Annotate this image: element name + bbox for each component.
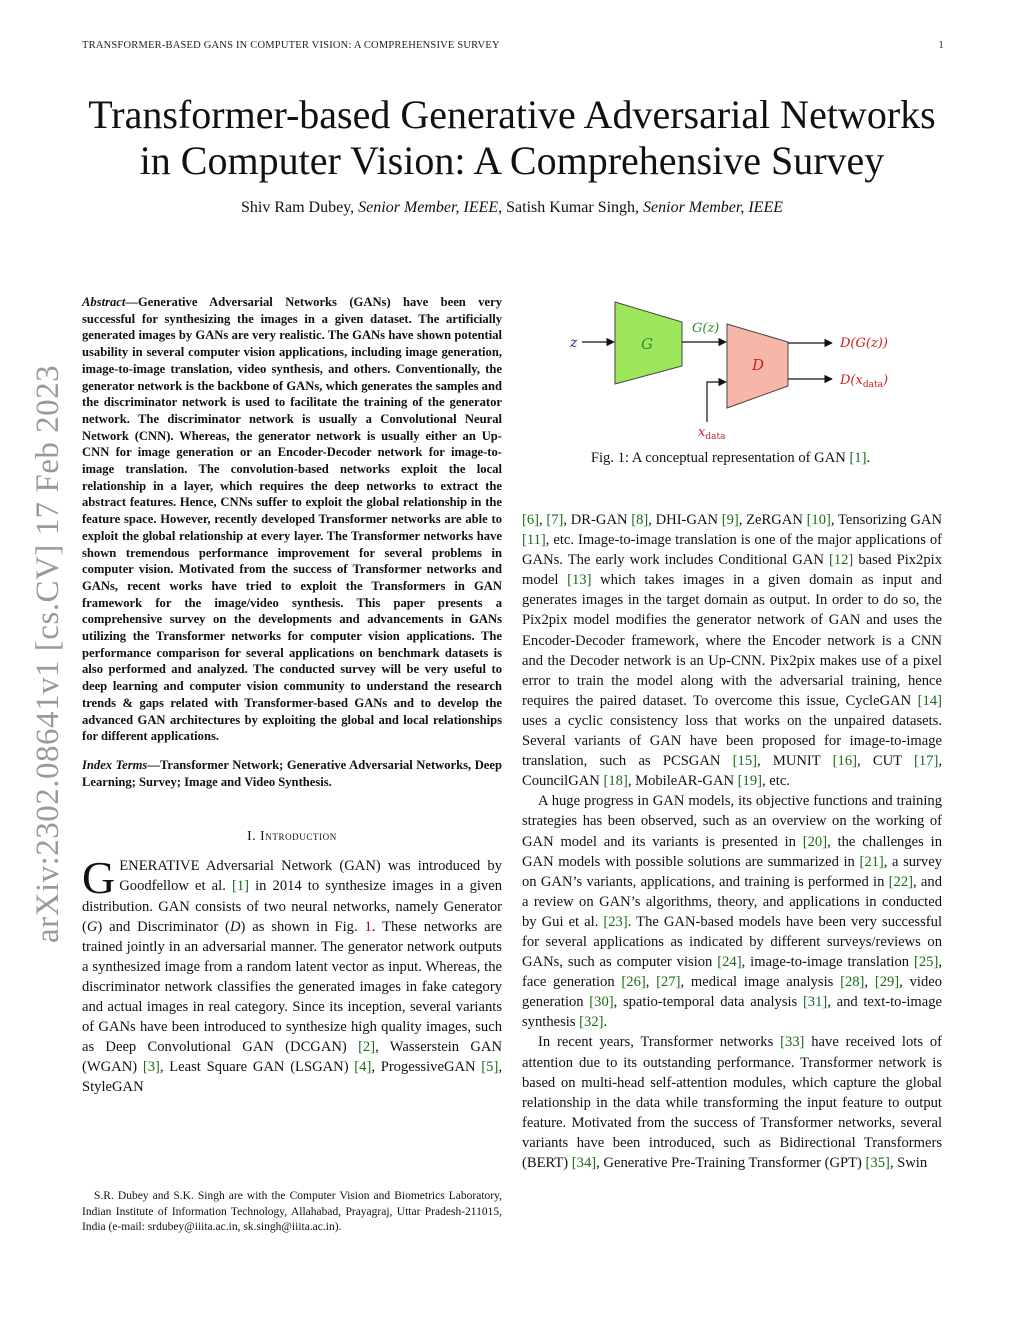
text-run: , and a review on GAN’s algorithms, theory, and applications in conducted by Gui et al. <box>522 873 942 930</box>
citation-link[interactable]: [1] <box>231 878 249 895</box>
index-terms-text: —Transformer Network; Generative Adversarial Networks, Deep Learning; Survey; Image and Video Synthesis. <box>82 757 502 789</box>
text-run: , Wasserstein GAN (WGAN) <box>82 1039 502 1076</box>
text-run: , face generation <box>522 954 942 991</box>
author-1-role: Senior Member, IEEE <box>358 199 499 216</box>
text-run: , a survey on GAN’s variants, applications, and training is performed in <box>522 853 942 890</box>
affiliation-footnote <box>82 1189 502 1236</box>
running-head <box>82 40 944 56</box>
text-run: uses a cyclic consistency loss that works on the unpaired datasets. Several variants of GAN have been proposed for image-to-image translation, such as PCSGAN <box>522 712 942 770</box>
author-list <box>60 199 964 217</box>
figure-link[interactable]: 1 <box>364 918 372 935</box>
citation-link[interactable]: [24] <box>717 954 742 971</box>
text-run: have received lots of attention due to its outstanding performance. Transformer network is based on multi-head self-attention modules, which capture the global relationship in the data while transforming the input feature to output feature. Motivated from the success of Transformer networks, several variants have been introduced, such as Bidirectional Transformers (BERT) <box>522 1034 942 1171</box>
text-run: , StyleGAN <box>82 1059 502 1096</box>
citation-link[interactable]: [23] <box>603 913 628 930</box>
section-title: Introduction <box>260 828 337 844</box>
index-terms-label: Index Terms <box>82 757 148 772</box>
citation-link[interactable]: [33] <box>780 1034 805 1051</box>
left-column <box>82 294 502 1098</box>
text-run: ) as shown in Fig. <box>240 918 365 935</box>
citation-link[interactable]: [14] <box>917 692 942 709</box>
citation-link[interactable]: [21] <box>859 853 884 870</box>
text-run: , ProgessiveGAN <box>371 1059 482 1076</box>
text-run: , CUT <box>856 753 915 770</box>
text-run: , etc. <box>762 773 790 790</box>
text-run: , DHI-GAN <box>648 512 722 528</box>
text-run: , medical image analysis <box>680 974 841 991</box>
dropcap: G <box>82 852 116 904</box>
text-run: In recent years, Transformer networks <box>538 1034 781 1051</box>
citation-link[interactable]: [12] <box>828 552 854 569</box>
text-run: , spatio-temporal data analysis <box>613 994 803 1011</box>
page-number: 1 <box>938 40 944 51</box>
citation-link[interactable]: [17] <box>914 753 939 770</box>
text-run: , Generative Pre-Training Transformer (GPT) <box>596 1155 866 1171</box>
citation-link[interactable]: [30] <box>589 994 614 1011</box>
text-run: , Swin <box>889 1155 928 1171</box>
citation-link[interactable]: [34] <box>571 1155 597 1171</box>
section-heading <box>82 828 502 844</box>
x-data-label: $x_{data}$ <box>698 425 726 442</box>
right-paragraph-2 <box>522 791 942 1032</box>
paper-title <box>40 92 984 184</box>
text-run: , CouncilGAN <box>522 753 942 790</box>
math-symbol: G <box>86 918 98 935</box>
text-run: , <box>645 974 657 991</box>
citation-link[interactable]: [9] <box>721 512 739 528</box>
text-run: based Pix2pix model <box>522 552 942 589</box>
abstract <box>82 294 502 745</box>
generator-output-label: G(z) <box>692 321 720 336</box>
citation-link[interactable]: [2] <box>358 1039 376 1056</box>
author-2-name: Satish Kumar Singh, <box>506 199 640 216</box>
text-run: in 2014 to synthesize images in a given distribution. GAN consists of two neural networks, namely Generator ( <box>82 878 502 935</box>
caption-text: Fig. 1: A conceptual representation of GAN <box>590 450 850 466</box>
citation-link[interactable]: [18] <box>603 773 628 790</box>
author-2-role: Senior Member, IEEE <box>643 199 783 216</box>
gan-diagram <box>520 286 941 476</box>
gan-figure <box>520 286 941 476</box>
running-head-title: TRANSFORMER-BASED GANS IN COMPUTER VISION: A COMPREHENSIVE SURVEY <box>82 40 500 51</box>
text-run: , DR-GAN <box>563 512 632 528</box>
text-run: . <box>603 1014 608 1031</box>
citation-link[interactable]: [6] <box>522 512 540 528</box>
discriminator-label: D <box>752 356 765 374</box>
author-1-name: Shiv Ram Dubey, <box>240 199 355 216</box>
citation-link[interactable]: [20] <box>802 833 828 850</box>
abstract-text: —Generative Adversarial Networks (GANs) have been very successful for synthesizing the images in a given dataset. The artificially generated images by GANs are very realistic. The GANs have shown potential usability in several computer vision applications, including image generation, image-to-image translation, video synthesis, and others. Conventionally, the generator network is the backbone of GANs, which generates the samples and the discriminator network is used to facilitate the training of the generator network. The discriminator network is usually a Convolutional Neural Network (CNN). Whereas, the generator network is usually either an Up-CNN for image generation or an Encoder-Decoder network for image-to-image translation. The convolution-based networks exploit the local relationship in a layer, which requires the deep networks to extract the abstract features. Hence, CNNs suffer to exploit the global relationship in the feature space. However, recently developed Transformer networks are able to exploit the global relationship at every layer. The Transformer networks have shown tremendous performance improvement for several problems in computer vision. Motivated from the success of Transformer networks and GANs, recent works have tried to exploit the Transformers in GAN framework for the image/video synthesis. This paper presents a comprehensive survey on the developments and advancements in GANs utilizing the Transformer networks for computer vision applications. The performance comparison for several applications on benchmark datasets is also performed and analyzed. The conducted survey will be very useful to deep learning and computer vision community to understand the research trends & gaps related with Transformer-based GANs and to develop the advanced GAN architectures by exploiting the global and local relationships for different applications. <box>82 295 502 744</box>
index-terms <box>82 757 502 790</box>
z-label: z <box>570 335 578 351</box>
citation-link[interactable]: [19] <box>737 773 762 790</box>
citation-link[interactable]: [26] <box>621 974 646 991</box>
text-run: , ZeRGAN <box>738 512 807 528</box>
right-column <box>522 510 942 1173</box>
text-run: , and text-to-image synthesis <box>522 994 942 1031</box>
citation-link[interactable]: [13] <box>567 572 592 589</box>
abstract-label: Abstract <box>82 295 126 309</box>
text-run: , Least Square GAN (LSGAN) <box>159 1059 355 1076</box>
citation-link[interactable]: [11] <box>522 532 546 549</box>
text-run: . The GAN-based models have been very successful for several applications as indicated by different surveys/reviews on GANs, such as computer vision <box>522 913 942 971</box>
text-run: ENERATIVE Adversarial Network (GAN) was introduced by Goodfellow et al. <box>119 858 502 895</box>
citation-link[interactable]: [35] <box>865 1155 890 1171</box>
title-line-2: in Computer Vision: A Comprehensive Survey <box>139 138 885 183</box>
title-line-1: Transformer-based Generative Adversarial Networks <box>88 92 936 137</box>
right-paragraph-3 <box>522 1032 942 1173</box>
citation-link[interactable]: [3] <box>142 1059 160 1076</box>
text-run: , the challenges in GAN models with possible solutions are summarized in <box>522 833 942 870</box>
citation-link[interactable]: [7] <box>546 512 564 528</box>
text-run: . These networks are trained jointly in an adversarial manner. The generator network outputs a synthesized image from a random latent vector as input. Whereas, the discriminator network classifies the generated images in fake category and actual images in real category. Since its inception, several variants of GANs have been introduced to synthesize high quality images, such as Deep Convolutional GAN (DCGAN) <box>82 918 502 1056</box>
text-run: which takes images in a given domain as input and generates images in the target domain as output. In order to do so, the Pix2pix model modifies the generator network of GAN and uses the Encoder-Decoder framework, where the Encoder network is a CNN and the Decoder network is an Up-CNN. Pix2pix makes use of a pixel error to train the model along with the adversarial training, hence requires the paired dataset. To overcome this issue, CycleGAN <box>522 572 942 709</box>
text-run: , <box>864 974 875 991</box>
citation-link[interactable]: [15] <box>732 753 757 770</box>
citation-link[interactable]: [29] <box>874 974 900 991</box>
footnote-text: S.R. Dubey and S.K. Singh are with the Computer Vision and Biometrics Laboratory, Indian Institute of Information Technology, Allahabad, Prayagraj, Uttar Pradesh-211015, India (e-mail: srdubey@iiita.ac.in, sk.singh@iiita.ac.in). <box>82 1190 502 1233</box>
generator-label: G <box>641 335 653 353</box>
arxiv-stamp: arXiv:2302.08641v1 [cs.CV] 17 Feb 2023 <box>30 364 66 943</box>
text-run: , <box>539 512 547 528</box>
intro-paragraph <box>82 852 502 1097</box>
citation-link[interactable]: [4] <box>354 1059 372 1076</box>
text-run: ) and Discriminator ( <box>97 918 230 935</box>
author-separator: , <box>498 199 503 216</box>
citation-link[interactable]: [16] <box>832 753 857 770</box>
text-run: , image-to-image translation <box>741 954 915 971</box>
citation-link[interactable]: [31] <box>802 994 828 1011</box>
figure-caption <box>520 450 941 467</box>
citation-link[interactable]: [22] <box>888 873 913 890</box>
text-run: , MobileAR-GAN <box>627 773 738 790</box>
citation-link[interactable]: [10] <box>806 512 831 528</box>
text-run: , Tensorizing GAN <box>830 512 942 528</box>
dgz-label: D(G(z)) <box>840 336 888 351</box>
right-paragraph-1 <box>522 510 942 791</box>
citation-link[interactable]: [27] <box>656 974 681 991</box>
citation-link[interactable]: [5] <box>481 1059 499 1076</box>
citation-link[interactable]: [1] <box>849 450 867 466</box>
math-symbol: D <box>229 918 241 935</box>
text-run: , etc. Image-to-image translation is one of the major applications of GANs. The early work includes Conditional GAN <box>522 532 942 569</box>
citation-link[interactable]: [25] <box>914 954 939 971</box>
section-number: I. <box>247 828 257 844</box>
caption-text: . <box>866 450 871 466</box>
text-run: , video generation <box>522 974 943 1011</box>
text-run: A huge progress in GAN models, its objective functions and training strategies has been observed, such as an overview on the working of GAN model and its variants is presented in <box>522 793 942 850</box>
x-data-arrow <box>707 382 726 422</box>
dx-label: $D(x_{data})$ <box>840 373 889 390</box>
citation-link[interactable]: [32] <box>579 1014 604 1031</box>
text-run: , MUNIT <box>756 753 833 770</box>
citation-link[interactable]: [8] <box>631 512 649 528</box>
citation-link[interactable]: [28] <box>840 974 865 991</box>
